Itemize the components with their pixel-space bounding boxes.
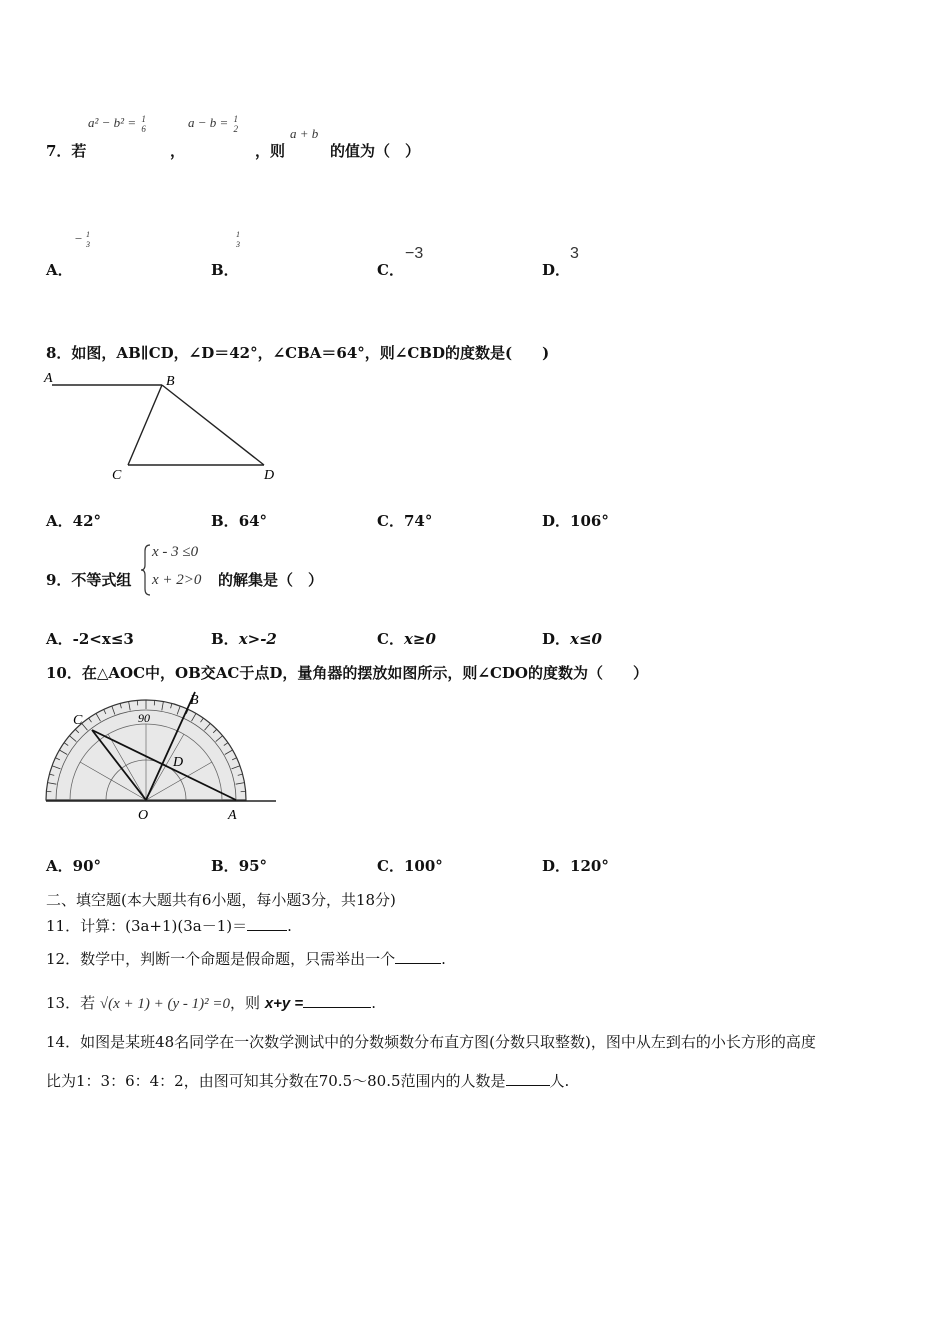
q7-option-b-den: 3 bbox=[236, 240, 240, 249]
q7-option-c-value: −3 bbox=[405, 245, 424, 262]
label-b: B bbox=[166, 374, 175, 389]
q7-comma: ， bbox=[170, 142, 186, 160]
q12-answer-blank[interactable] bbox=[395, 949, 441, 964]
q8-option-a[interactable] bbox=[46, 510, 101, 531]
option-letter: A． bbox=[46, 261, 73, 279]
option-letter: B． bbox=[211, 512, 239, 530]
option-letter: B． bbox=[211, 261, 239, 279]
label-a: A bbox=[44, 371, 53, 386]
q10-option-b[interactable] bbox=[211, 855, 267, 876]
label-a: A bbox=[228, 808, 237, 823]
line-bd bbox=[162, 385, 264, 465]
option-letter: C． bbox=[377, 512, 404, 530]
option-letter: A． bbox=[46, 857, 73, 875]
q9-suffix: 的解集是（ ） bbox=[218, 571, 324, 589]
q7-eq2-num: 1 bbox=[233, 114, 239, 124]
question-11 bbox=[46, 915, 292, 936]
q10-option-d[interactable] bbox=[542, 855, 609, 876]
q7-prefix: 7．若 bbox=[46, 142, 87, 160]
option-letter: A． bbox=[46, 512, 73, 530]
q13-target: x+y = bbox=[264, 995, 304, 1012]
q13-suffix: . bbox=[371, 994, 376, 1012]
q14-text: 比为1：3：6：4：2，由图可知其分数在70.5～80.5范围内的人数是 bbox=[46, 1072, 506, 1090]
q9-option-a[interactable] bbox=[46, 628, 134, 649]
q10-option-c[interactable] bbox=[377, 855, 443, 876]
q9-option-d[interactable] bbox=[542, 628, 602, 649]
q8-option-b[interactable] bbox=[211, 510, 267, 531]
q7-eq2-lhs: a − b = bbox=[188, 114, 229, 130]
question-13 bbox=[46, 992, 376, 1013]
option-letter: C． bbox=[377, 261, 404, 279]
q8-option-d[interactable] bbox=[542, 510, 609, 531]
q7-eq2-den: 2 bbox=[233, 124, 239, 134]
label-o: O bbox=[138, 808, 149, 823]
option-letter: B． bbox=[211, 630, 239, 648]
q9-line2: x + 2>0 bbox=[152, 572, 202, 588]
q8-option-c[interactable] bbox=[377, 510, 432, 531]
label-d: D bbox=[264, 468, 275, 483]
q7-option-d-value: 3 bbox=[570, 245, 579, 262]
q9-option-b[interactable] bbox=[211, 628, 277, 649]
q7-eq2 bbox=[188, 114, 238, 134]
option-value: 64° bbox=[238, 512, 268, 530]
label-b: B bbox=[190, 693, 199, 708]
q7-option-a-value bbox=[74, 230, 90, 250]
label-c: C bbox=[112, 468, 122, 483]
q14-suffix: 人. bbox=[549, 1072, 570, 1090]
q13-prefix: 13．若 bbox=[46, 994, 96, 1012]
q7-then: ，则 bbox=[255, 142, 286, 160]
q7-target: a + b bbox=[290, 126, 319, 141]
option-value: 120° bbox=[570, 857, 609, 875]
option-letter: D． bbox=[542, 630, 571, 648]
option-value: x≤0 bbox=[570, 630, 602, 648]
q7-option-d[interactable] bbox=[542, 259, 570, 280]
option-value: 74° bbox=[403, 512, 433, 530]
label-d: D bbox=[173, 755, 184, 770]
q7-option-a-sign: − bbox=[74, 230, 83, 246]
q7-eq1-lhs: a² − b² = bbox=[88, 114, 137, 130]
option-value: 100° bbox=[403, 857, 443, 875]
q8-text: 8．如图，AB∥CD，∠D＝42°，∠CBA＝64°，则∠CBD的度数是( ) bbox=[46, 344, 550, 362]
q12-suffix: . bbox=[441, 950, 446, 968]
q7-eq2-fraction bbox=[234, 114, 239, 134]
option-letter: A． bbox=[46, 630, 73, 648]
q7-suffix: 的值为（ ） bbox=[330, 142, 421, 160]
option-letter: C． bbox=[377, 857, 404, 875]
line-bc bbox=[128, 385, 162, 465]
q13-expression: √(x + 1) + (y - 1)² =0 bbox=[99, 996, 231, 1012]
q10-option-a[interactable] bbox=[46, 855, 101, 876]
option-letter: D． bbox=[542, 261, 571, 279]
q14-line2 bbox=[46, 1070, 569, 1091]
q7-option-b-value bbox=[236, 230, 240, 250]
option-value: x≥0 bbox=[403, 630, 436, 648]
q7-eq1-num: 1 bbox=[141, 114, 146, 124]
q11-answer-blank[interactable] bbox=[247, 916, 287, 931]
q9-option-c[interactable] bbox=[377, 628, 436, 649]
option-letter: D． bbox=[542, 512, 571, 530]
q11-text: 11．计算：(3a+1)(3a－1)＝ bbox=[46, 917, 248, 935]
q7-option-c[interactable] bbox=[377, 259, 404, 280]
q7-eq1 bbox=[88, 114, 146, 134]
option-letter: C． bbox=[377, 630, 404, 648]
q12-text: 12．数学中，判断一个命题是假命题，只需举出一个 bbox=[46, 950, 396, 968]
option-value: 90° bbox=[72, 857, 102, 875]
q7-option-b-fraction bbox=[236, 230, 240, 250]
q9-brace bbox=[140, 543, 152, 597]
option-value: 42° bbox=[72, 512, 102, 530]
q10-protractor-figure bbox=[40, 688, 280, 824]
option-value: 106° bbox=[570, 512, 609, 530]
q11-suffix: . bbox=[287, 917, 292, 935]
q7-option-b[interactable] bbox=[211, 259, 239, 280]
option-letter: D． bbox=[542, 857, 571, 875]
q7-eq1-fraction bbox=[141, 114, 146, 134]
q13-then: ，则 bbox=[230, 994, 261, 1012]
section-2-title: 二、填空题(本大题共有6小题，每小题3分，共18分) bbox=[46, 891, 396, 909]
question-12 bbox=[46, 948, 446, 969]
scale-label-90: 90 bbox=[138, 711, 150, 725]
q7-option-a-num: 1 bbox=[86, 230, 91, 239]
option-value: x>-2 bbox=[238, 630, 277, 648]
q7-option-b-num: 1 bbox=[236, 230, 240, 239]
q8-figure bbox=[40, 368, 290, 486]
q7-option-a-den: 3 bbox=[86, 240, 91, 249]
q13-answer-blank[interactable] bbox=[303, 993, 371, 1008]
q7-eq1-den: 6 bbox=[141, 124, 146, 134]
q9-line1: x - 3 ≤0 bbox=[152, 544, 199, 560]
q7-option-a[interactable] bbox=[46, 259, 73, 280]
q9-prefix: 9．不等式组 bbox=[46, 571, 132, 589]
q7-option-a-fraction bbox=[86, 230, 90, 250]
option-value: 95° bbox=[238, 857, 268, 875]
option-letter: B． bbox=[211, 857, 239, 875]
q14-answer-blank[interactable] bbox=[506, 1071, 550, 1086]
label-c: C bbox=[73, 713, 83, 728]
q14-line1: 14．如图是某班48名同学在一次数学测试中的分数频数分布直方图(分数只取整数)，图中从左到右的小长方形的高度 bbox=[46, 1033, 816, 1051]
q10-text: 10．在△AOC中，OB交AC于点D，量角器的摆放如图所示，则∠CDO的度数为（ ） bbox=[46, 664, 648, 682]
option-value: -2<x≤3 bbox=[72, 630, 134, 648]
